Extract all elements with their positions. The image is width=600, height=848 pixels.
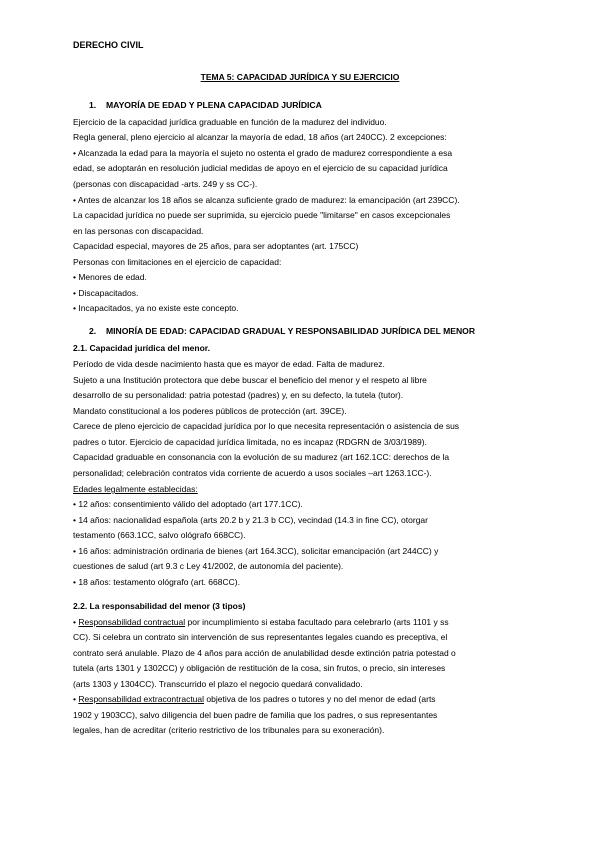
s1-line: • Antes de alcanzar los 18 años se alcanza suficiente grado de madurez: la emancipación (art 239CC). [73,195,460,205]
s1-line: (personas con discapacidad -arts. 249 y ss CC-). [73,179,258,189]
s2-1-line: Período de vida desde nacimiento hasta que es mayor de edad. Falta de madurez. [73,359,385,369]
resp-extra-first-line [73,694,436,705]
s1-line: • Discapacitados. [73,288,139,298]
s2-1-line: desarrollo de su personalidad: patria potestad (padres) y, en su defecto, la tutela (tutor). [73,390,404,400]
s1-line: Personas con limitaciones en el ejercicio de capacidad: [73,257,282,267]
ages-line: • 18 años: testamento ológrafo (art. 668CC). [73,577,240,587]
s1-line: Ejercicio de la capacidad jurídica graduable en función de la madurez del individuo. [73,117,387,127]
s2-1-line: padres o tutor. Ejercicio de capacidad jurídica limitada, no es incapaz (RDGRN de 3/03/1989). [73,437,427,447]
s1-line: Capacidad especial, mayores de 25 años, para ser adoptantes (art. 175CC) [73,241,359,251]
s1-line: edad, se adoptarán en resolución judicial medidas de apoyo en el ejercicio de su capacidad jurídica [73,163,448,173]
resp-contract-line: contrato será anulable. Plazo de 4 años para acción de anulabilidad desde extinción patria potestad o [73,648,456,658]
ages-line: testamento (663.1CC, salvo ológrafo 668CC). [73,530,246,540]
resp-extra-line: 1902 y 1903CC), salvo diligencia del buen padre de familia que los padres, o sus representantes [73,710,438,720]
document-header: DERECHO CIVIL [73,40,144,50]
section-1-heading: MAYORÍA DE EDAD Y PLENA CAPACIDAD JURÍDICA [106,100,322,110]
s1-line: • Alcanzada la edad para la mayoría el sujeto no ostenta el grado de madurez correspondiente a esa [73,148,453,158]
section-2-heading: MINORÍA DE EDAD: CAPACIDAD GRADUAL Y RESPONSABILIDAD JURÍDICA DEL MENOR [106,326,476,336]
resp-contract-line: CC). Si celebra un contrato sin intervención de sus representantes legales cuando es preceptiva, el [73,632,448,642]
s1-line: • Menores de edad. [73,272,147,282]
resp-contract-line: tutela (arts 1301 y 1302CC) y obligación de restitución de la cosa, sin frutos, o precio, sin intereses [73,663,446,673]
s2-1-line: Sujeto a una Institución protectora que debe buscar el beneficio del menor y el respeto al libre [73,375,427,385]
s1-line: Regla general, pleno ejercicio al alcanzar la mayoría de edad, 18 años (art 240CC). 2 excepciones: [73,132,447,142]
s1-line: • Incapacitados, ya no existe este concepto. [73,303,239,313]
s2-1-line: Carece de pleno ejercicio de capacidad jurídica por lo que necesita representación o asistencia de sus [73,421,460,431]
section-2-number: 2. [89,326,97,336]
resp-contract-text: por incumplimiento si estaba facultado para celebrarlo (arts 1101 y ss [185,617,449,627]
ages-line: • 12 años: consentimiento válido del adoptado (art 177.1CC). [73,499,303,509]
resp-extra-text: objetiva de los padres o tutores y no del menor de edad (arts [204,694,436,704]
ages-line: cuestiones de salud (art 9.3 c Ley 41/2002, de autonomía del paciente). [73,561,344,571]
bullet: • [73,617,79,627]
resp-extra-line: legales, han de acreditar (criterio restrictivo de los tribunales para su exoneración). [73,725,385,735]
resp-contract-first-line [73,617,449,628]
s2-1-line: Capacidad graduable en consonancia con la evolución de su madurez (art 162.1CC: derechos de la [73,452,450,462]
s1-line: en las personas con discapacidad. [73,226,204,236]
s2-1-line: personalidad; celebración contratos vida corriente de acuerdo a usos sociales –art 1263.1CC-). [73,468,432,478]
subsection-2-1-heading: 2.1. Capacidad jurídica del menor. [73,343,210,353]
ages-heading: Edades legalmente establecidas: [73,484,198,494]
bullet: • [73,694,79,704]
document-title: TEMA 5: CAPACIDAD JURÍDICA Y SU EJERCICIO [200,72,400,82]
resp-contract-line: (arts 1303 y 1304CC). Transcurrido el plazo el negocio quedará convalidado. [73,679,363,689]
subsection-2-2-heading: 2.2. La responsabilidad del menor (3 tipos) [73,601,246,611]
resp-contract-term: Responsabilidad contractual [78,617,186,627]
s1-line: La capacidad jurídica no puede ser suprimida, su ejercicio puede "limitarse" en casos excepcionales [73,210,451,220]
resp-extra-term: Responsabilidad extracontractual [78,694,205,704]
s2-1-line: Mandato constitucional a los poderes públicos de protección (art. 39CE). [73,406,347,416]
ages-line: • 14 años: nacionalidad española (arts 20.2 b y 21.3 b CC), vecindad (14.3 in fine CC), otorgar [73,515,428,525]
ages-line: • 16 años: administración ordinaria de bienes (art 164.3CC), solicitar emancipación (art 244CC) y [73,546,439,556]
section-1-number: 1. [89,100,97,110]
